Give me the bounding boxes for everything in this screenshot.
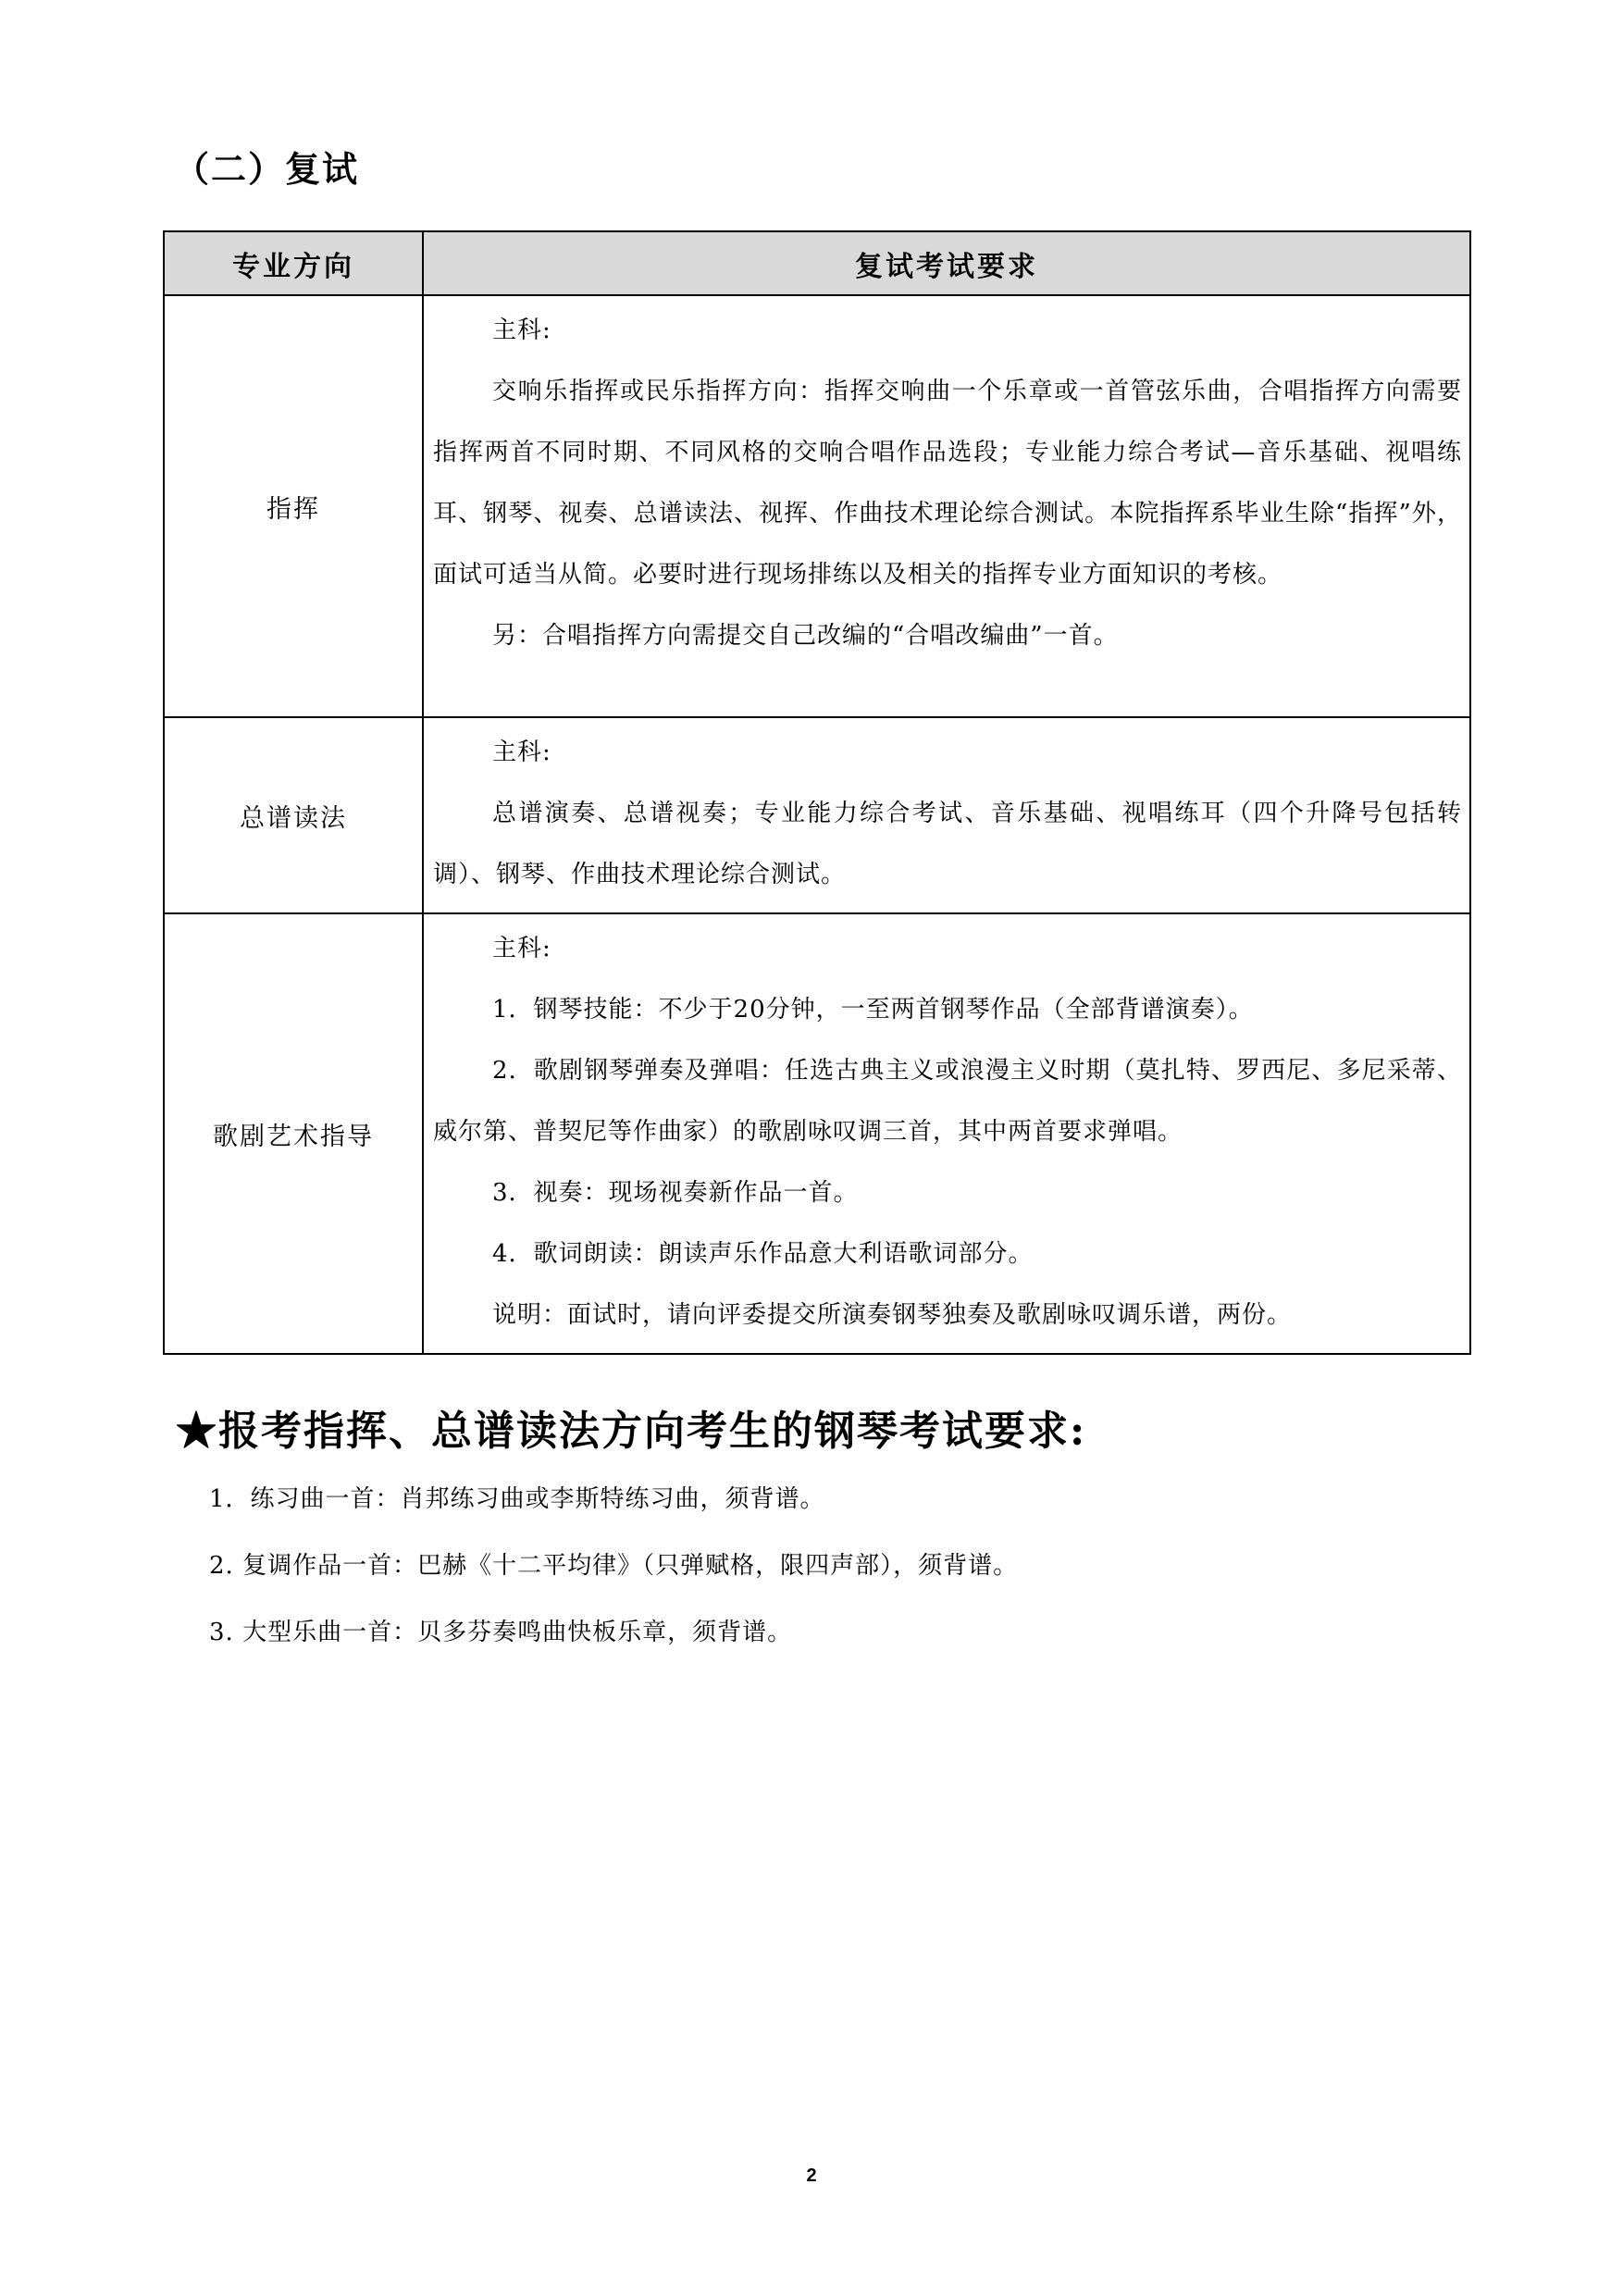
paragraph: 主科:: [492, 738, 551, 766]
piano-requirements-list: [209, 1481, 1018, 1681]
header-requirements: 复试考试要求: [423, 231, 1470, 295]
table-header-row: [164, 231, 1470, 295]
table-row: [164, 295, 1470, 717]
paragraph: 交响乐指挥或民乐指挥方向：指挥交响曲一个乐章或一首管弦乐曲，合唱指挥方向需要指挥两首不同时期、不同风格的交响合唱作品选段；专业能力综合考试—音乐基础、视唱练耳、钢琴、视奏、总谱读法、视挥、作曲技术理论综合测试。本院指挥系毕业生除“指挥”外，面试可适当从简。必要时进行现场排练以及相关的指挥专业方面知识的考核。: [433, 378, 1462, 589]
paragraph: 3．视奏：现场视奏新作品一首。: [492, 1179, 859, 1207]
paragraph: 另：合唱指挥方向需提交自己改编的“合唱改编曲”一首。: [492, 622, 1119, 650]
direction-cell: 指挥: [164, 295, 423, 717]
paragraph: 主科:: [492, 316, 551, 344]
table-row: [164, 913, 1470, 1354]
list-item: 1．练习曲一首：肖邦练习曲或李斯特练习曲，须背谱。: [209, 1485, 825, 1513]
paragraph: 主科:: [492, 935, 551, 962]
list-item: 2. 复调作品一首：巴赫《十二平均律》（只弹赋格，限四声部），须背谱。: [209, 1552, 1019, 1580]
section-title: （二）复试: [174, 148, 360, 190]
paragraph: 总谱演奏、总谱视奏；专业能力综合考试、音乐基础、视唱练耳（四个升降号包括转调）、钢琴、作曲技术理论综合测试。: [433, 800, 1462, 888]
page-number: 2: [806, 2166, 817, 2186]
paragraph: 2．歌剧钢琴弹奏及弹唱：任选古典主义或浪漫主义时期（莫扎特、罗西尼、多尼采蒂、威尔第、普契尼等作曲家）的歌剧咏叹调三首，其中两首要求弹唱。: [433, 1057, 1462, 1146]
table-row: [164, 717, 1470, 913]
requirement-cell: [423, 295, 1470, 717]
requirement-cell: [423, 913, 1470, 1354]
requirements-table: [163, 230, 1471, 1355]
paragraph: 1．钢琴技能：不少于20分钟，一至两首钢琴作品（全部背谱演奏）。: [492, 996, 1254, 1024]
direction-cell: 总谱读法: [164, 717, 423, 913]
header-direction: 专业方向: [164, 231, 423, 295]
piano-requirements-title: ★报考指挥、总谱读法方向考生的钢琴考试要求:: [176, 1408, 1087, 1455]
requirement-cell: [423, 717, 1470, 913]
direction-cell: 歌剧艺术指导: [164, 913, 423, 1354]
list-item: 3. 大型乐曲一首：贝多芬奏鸣曲快板乐章，须背谱。: [209, 1619, 793, 1646]
paragraph: 说明：面试时，请向评委提交所演奏钢琴独奏及歌剧咏叹调乐谱，两份。: [492, 1301, 1293, 1329]
paragraph: 4．歌词朗读：朗读声乐作品意大利语歌词部分。: [492, 1240, 1034, 1268]
